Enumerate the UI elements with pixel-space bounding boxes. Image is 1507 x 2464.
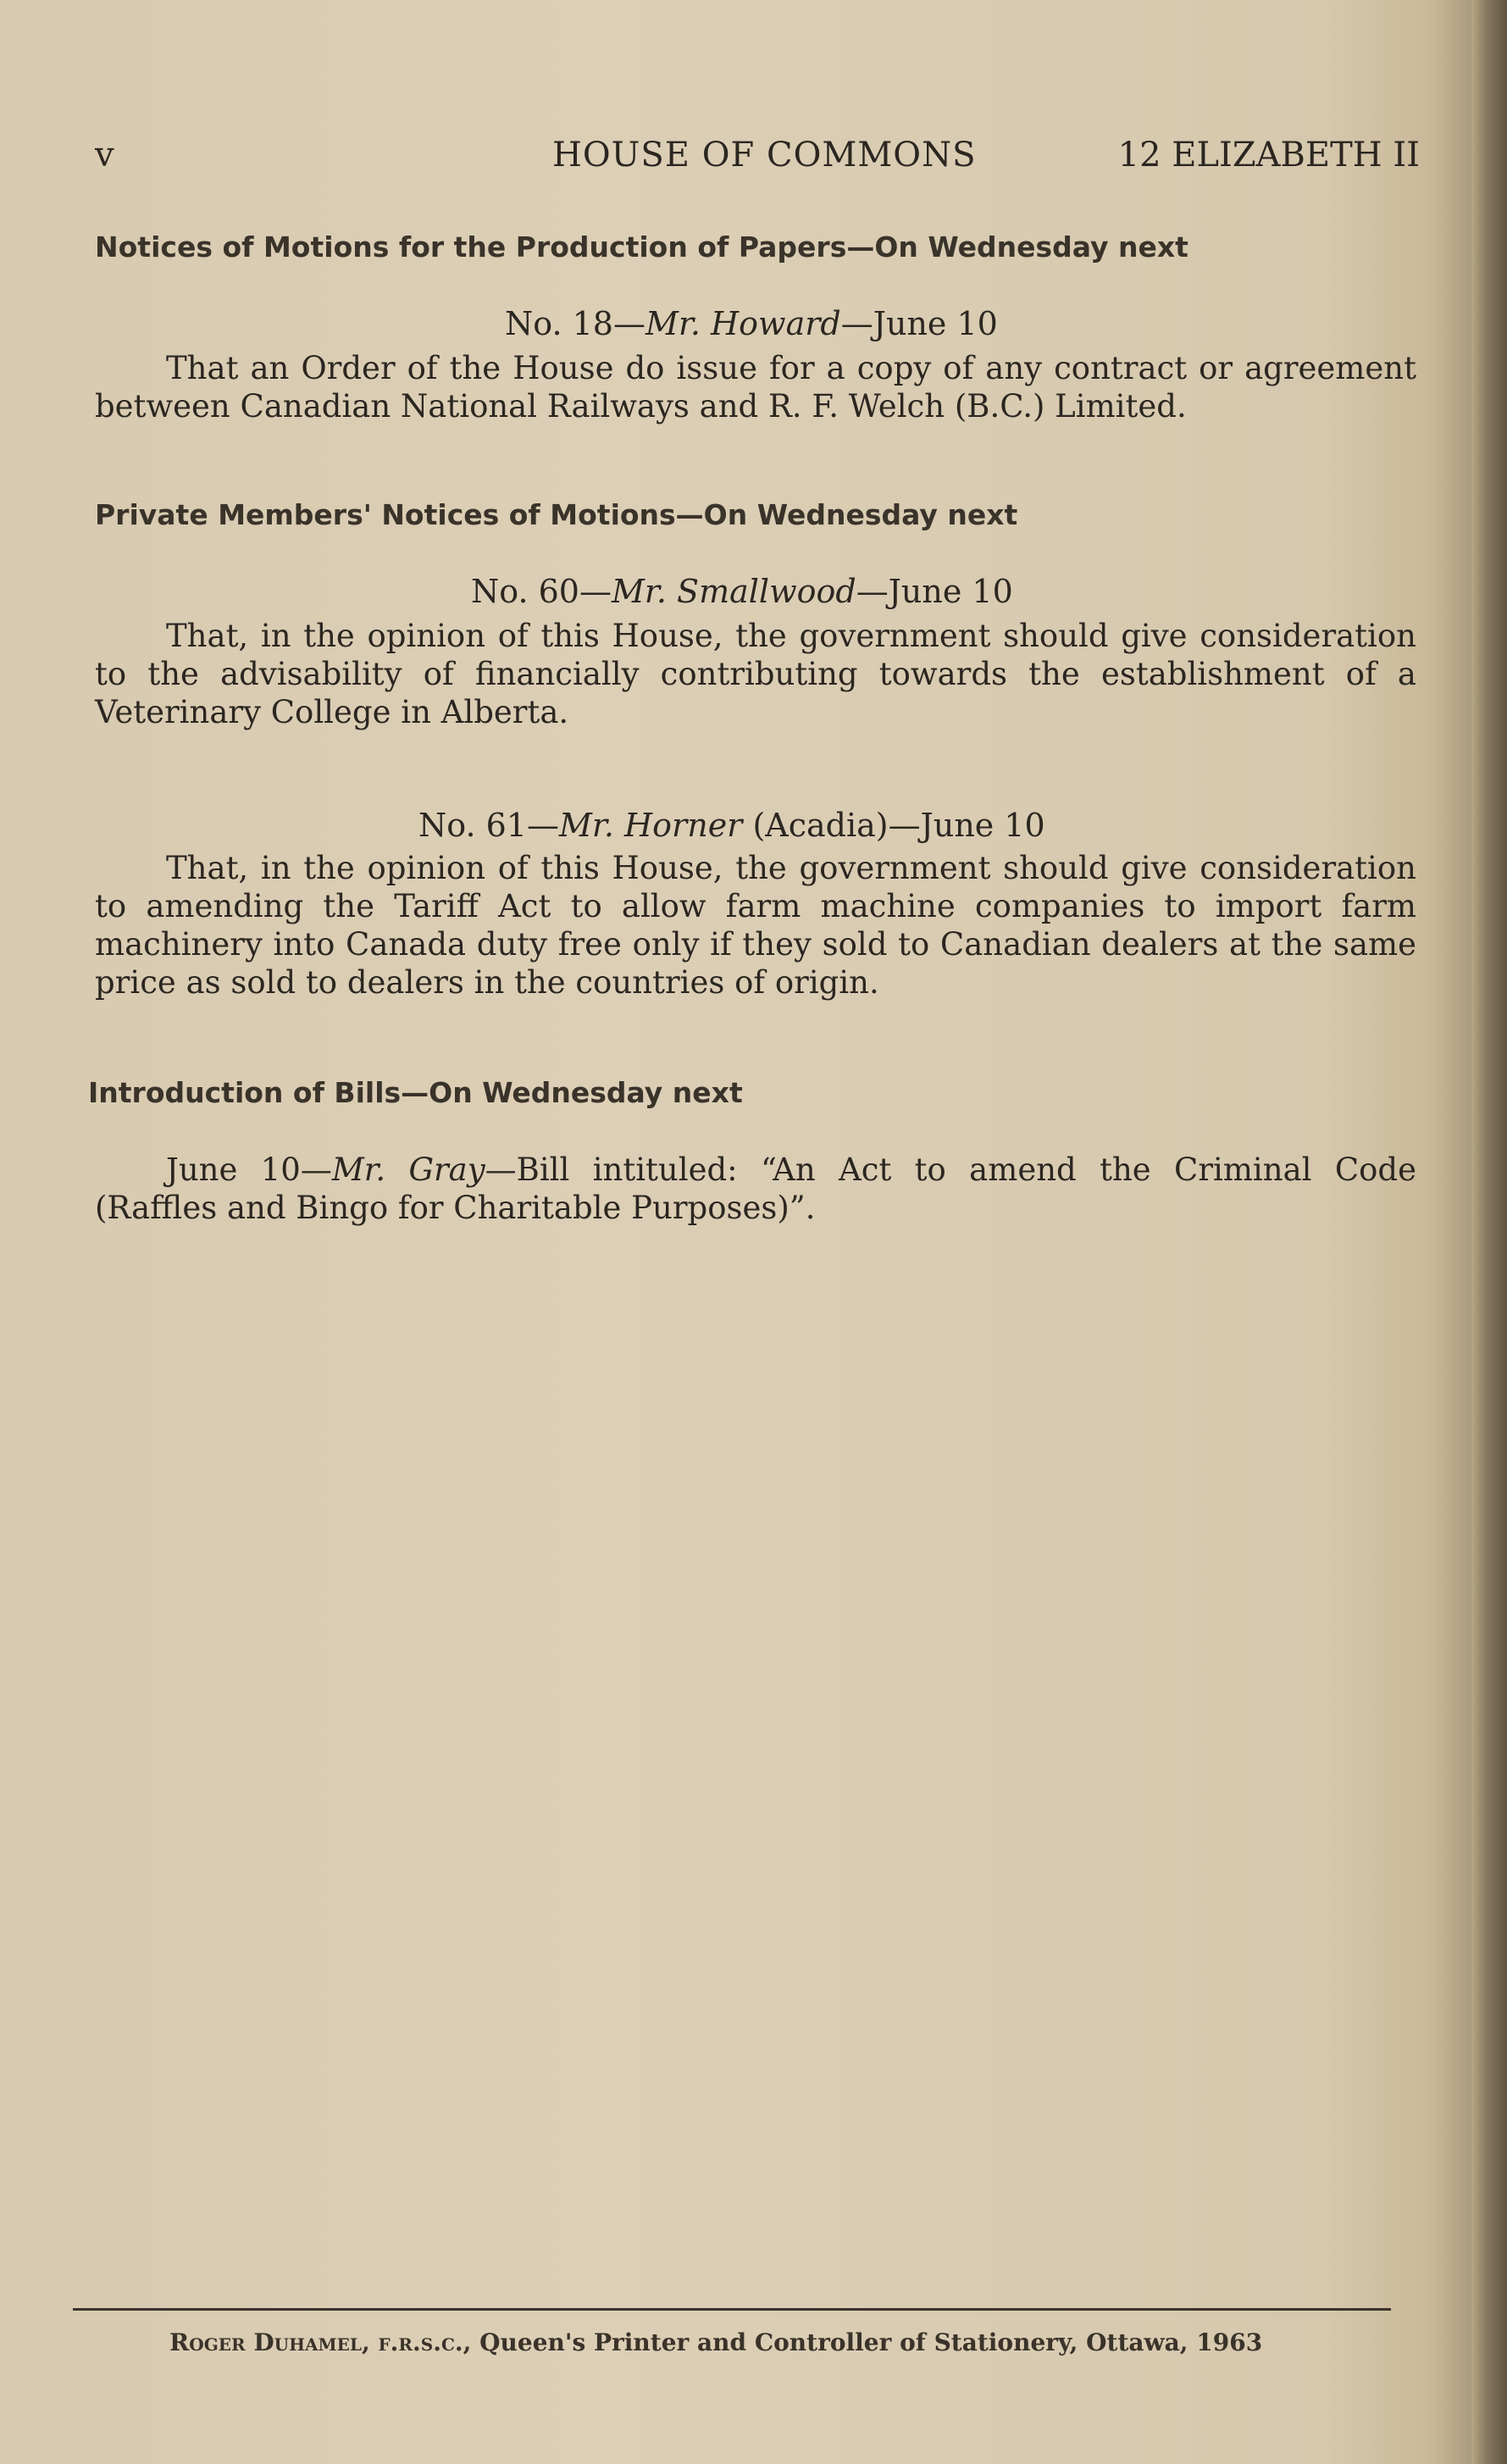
motion-date: —June 10 [856,573,1013,610]
printer-text: Queen's Printer and Controller of Stationery, Ottawa, 1963 [471,2328,1263,2356]
motion-riding: (Acadia) [742,807,889,844]
section-heading-papers: Notices of Motions for the Production of Papers—On Wednesday next [95,230,1188,264]
bill-text [95,1151,1416,1227]
motion-title-60 [471,573,1013,610]
bill-member: Mr. Gray [331,1152,485,1188]
motion-member: Mr. Smallwood [611,573,856,610]
motion-title-61 [418,807,1045,844]
printer-honours: , f.r.s.c., [361,2328,472,2356]
motion-number: No. 61— [418,807,559,844]
motion-date: —June 10 [840,305,998,342]
section-heading-private-members: Private Members' Notices of Motions—On Wednesday next [95,498,1018,531]
printer-imprint [169,2328,1262,2356]
motion-text-61: That, in the opinion of this House, the government should give consideration to amending the Tariff Act to allow farm machine companies to import farm machinery into Canada duty free only if they sold to Canadian dealers at the same price as sold to dealers in the countries of origin. [95,850,1416,1001]
footer-rule [73,2308,1391,2311]
motion-number: No. 60— [471,573,612,610]
motion-title-18 [505,305,998,342]
page-number: v [95,136,114,175]
motion-text-18: That an Order of the House do issue for a copy of any contract or agreement between Canadian National Railways and R. F. Welch (B.C.) Limited. [95,350,1416,425]
printer-name: Roger Duhamel [169,2328,362,2356]
running-header [95,136,1420,186]
bill-date: June 10— [166,1152,332,1188]
motion-member: Mr. Horner [558,807,743,844]
motion-text-60: That, in the opinion of this House, the government should give consideration to the advisability of financially contributing towards the establishment of a Veterinary College in Alberta. [95,618,1416,730]
motion-date: —June 10 [888,807,1045,844]
session-label: 12 ELIZABETH II [1117,136,1420,175]
section-heading-bills: Introduction of Bills—On Wednesday next [88,1076,743,1109]
page-title: HOUSE OF COMMONS [552,136,977,175]
bill-description: —Bill intituled: “An Act to amend the Criminal Code (Raffles and Bingo for Charitable Purposes)”. [95,1152,1416,1226]
motion-member: Mr. Howard [645,305,841,342]
page-edge-shadow [1471,0,1507,2464]
motion-number: No. 18— [505,305,645,342]
